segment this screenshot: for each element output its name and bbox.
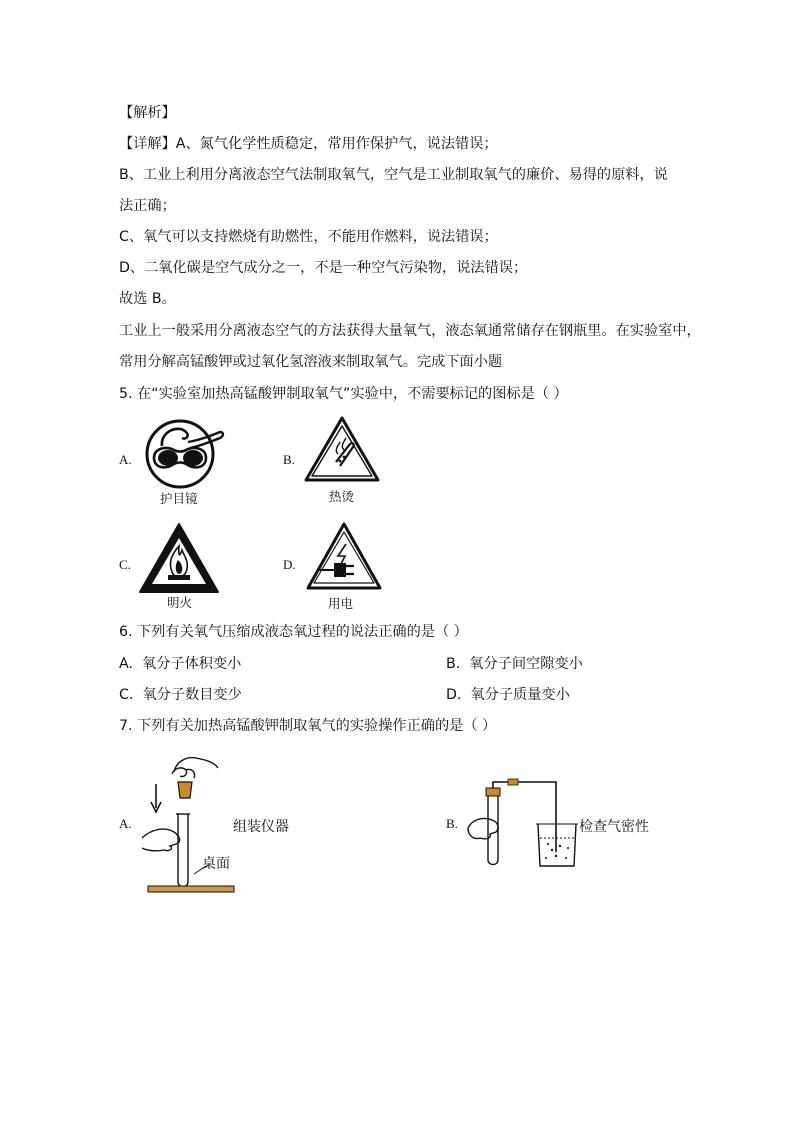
q5-option-a-caption: 护目镜 [160, 491, 198, 506]
open-flame-icon [136, 520, 222, 596]
analysis-line-c: C、氧气可以支持燃烧有助燃性，不能用作燃料，说法错误； [119, 229, 498, 245]
analysis-line-b1: B、工业上利用分离液态空气法制取氧气，空气是工业制取氧气的廉价、易得的原料，说 [119, 167, 668, 183]
q5-option-b-caption: 热烫 [329, 489, 355, 504]
q7-option-b-letter: B. [446, 816, 458, 831]
analysis-detail-line [119, 134, 498, 154]
q6-option-d-text: 氧分子质量变小 [470, 687, 570, 703]
electricity-icon [304, 520, 384, 592]
q6-option-a-text: 氧分子体积变小 [142, 656, 242, 672]
q5-stem: 5. 在“实验室加热高锰酸钾制取氧气”实验中，不需要标记的图标是（ ） [119, 386, 568, 402]
q5-option-a-letter: A. [119, 452, 132, 467]
intro-line-2: 常用分解高锰酸钾或过氧化氢溶液来制取氧气。完成下面小题 [119, 354, 503, 370]
q6-option-a-letter: A. [119, 656, 133, 672]
q5-option-b-letter: B. [283, 452, 295, 467]
q5-option-d-caption: 用电 [328, 596, 354, 611]
check-airtightness-illustration [462, 778, 580, 870]
q6-option-b-letter: B. [446, 656, 461, 672]
q7-option-a-letter: A. [119, 816, 132, 831]
q6-option-d [446, 685, 570, 705]
q5-option-c-letter: C. [119, 557, 131, 572]
q6-option-c-letter: C. [119, 687, 134, 703]
analysis-line-d: D、二氧化碳是空气成分之一，不是一种空气污染物，说法错误； [119, 260, 528, 276]
q7-option-a-desk-label: 桌面 [202, 856, 230, 872]
q6-option-c-text: 氧分子数目变少 [142, 687, 242, 703]
q7-option-b-caption: 检查气密性 [579, 819, 649, 835]
q6-option-b-text: 氧分子间空隙变小 [469, 656, 583, 672]
q6-option-d-letter: D. [446, 687, 462, 703]
q6-option-b [446, 654, 583, 674]
q5-option-c-caption: 明火 [167, 595, 193, 610]
hot-surface-icon [302, 414, 382, 484]
intro-line-1: 工业上一般采用分离液态空气的方法获得大量氧气，液态氧通常储存在钢瓶里。在实验室中， [119, 323, 701, 339]
assemble-apparatus-illustration [140, 752, 240, 898]
goggles-icon [144, 418, 226, 490]
q7-stem: 7. 下列有关加热高锰酸钾制取氧气的实验操作正确的是（ ） [119, 718, 497, 734]
q7-option-a-caption: 组装仪器 [233, 819, 289, 835]
q6-option-a [119, 654, 241, 674]
q6-option-c [119, 685, 242, 705]
analysis-line-b2: 法正确； [119, 198, 176, 214]
detail-tag: 【详解】 [119, 136, 176, 152]
q6-stem: 6. 下列有关氧气压缩成液态氧过程的说法正确的是（ ） [119, 624, 468, 640]
analysis-heading: 【解析】 [119, 105, 176, 121]
detail-text: A、氮气化学性质稳定，常用作保护气，说法错误； [175, 136, 498, 152]
analysis-answer: 故选 B。 [119, 291, 176, 307]
q5-option-d-letter: D. [283, 557, 296, 572]
